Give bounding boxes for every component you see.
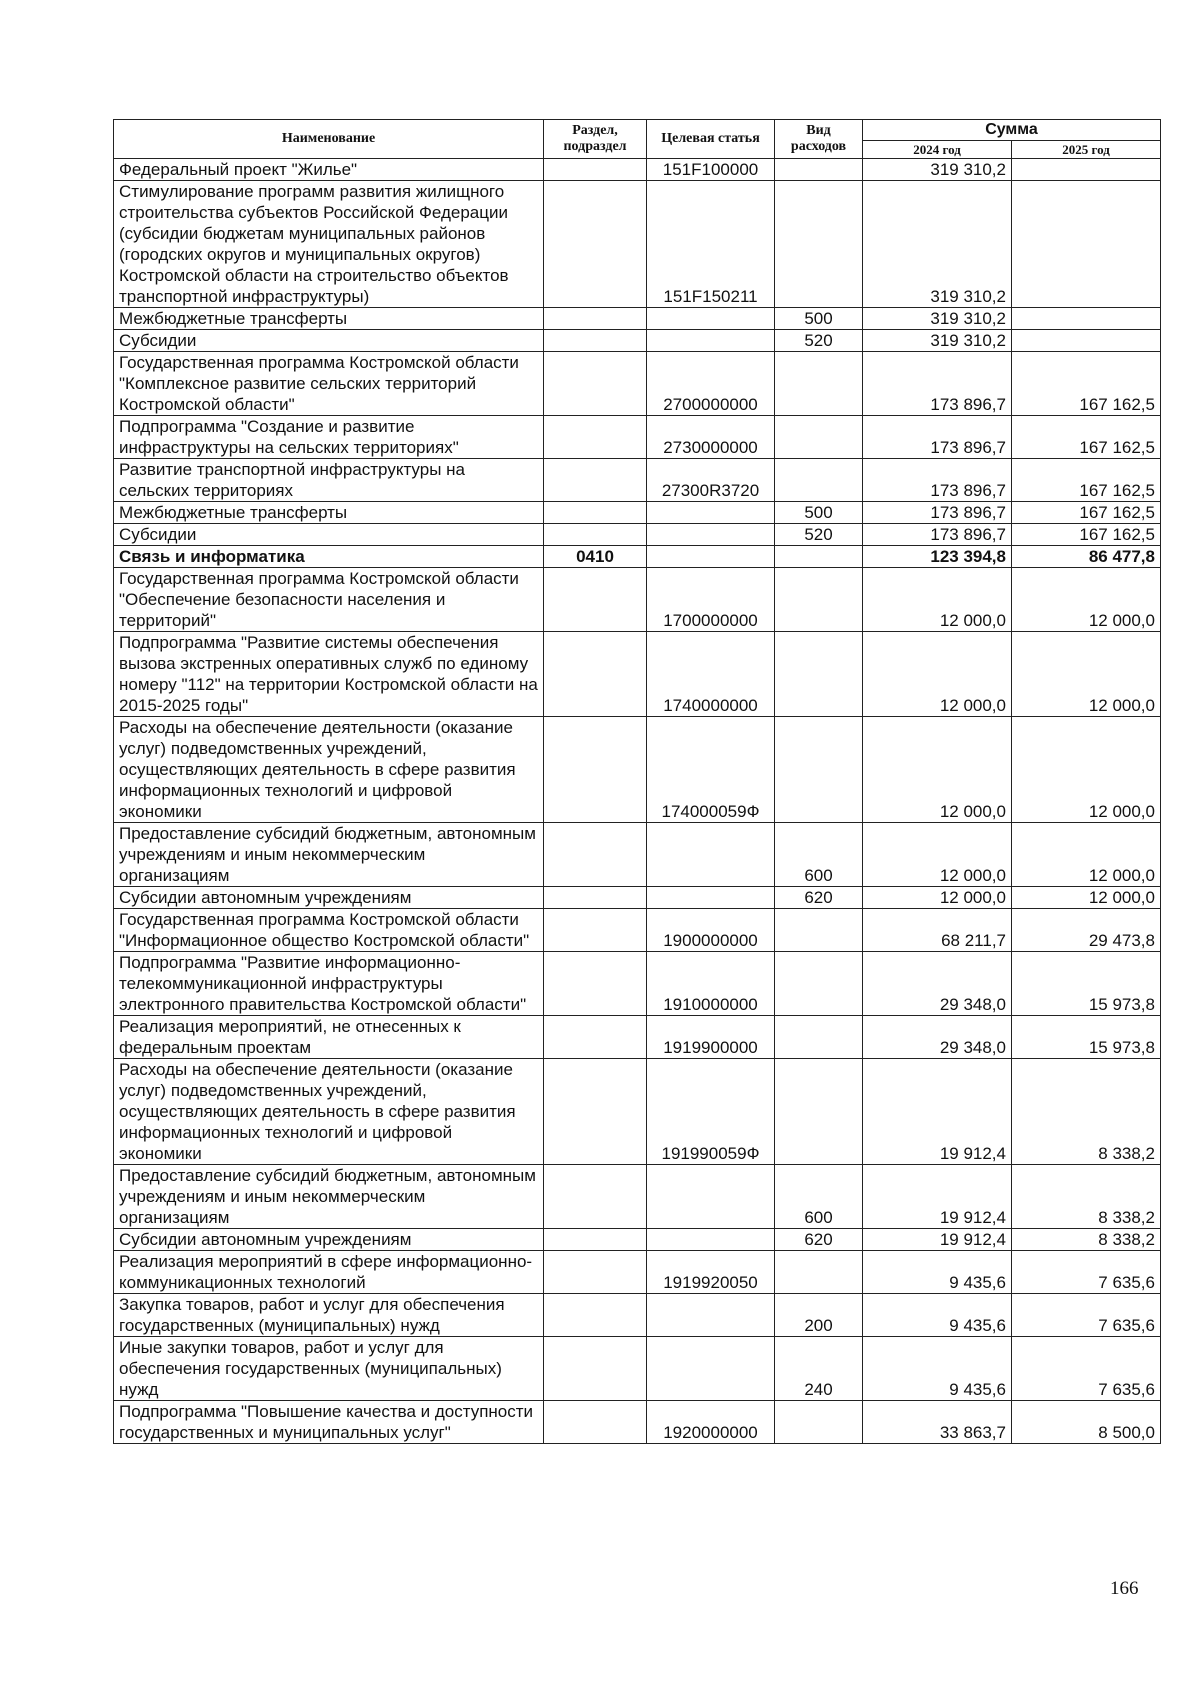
- row-sum-2025: 86 477,8: [1012, 546, 1161, 568]
- row-type: 520: [775, 330, 863, 352]
- row-section: [544, 308, 647, 330]
- row-type: 620: [775, 887, 863, 909]
- table-row: [114, 330, 1161, 352]
- row-sum-2024: 9 435,6: [863, 1251, 1012, 1294]
- row-sum-2024: 319 310,2: [863, 308, 1012, 330]
- row-target: [647, 502, 775, 524]
- table-row: [114, 308, 1161, 330]
- row-name: Государственная программа Костромской области "Комплексное развитие сельских территорий Костромской области": [114, 352, 544, 416]
- table-row: [114, 1294, 1161, 1337]
- row-name: Реализация мероприятий, не отнесенных к федеральным проектам: [114, 1016, 544, 1059]
- row-sum-2025: 12 000,0: [1012, 717, 1161, 823]
- table-row: [114, 1229, 1161, 1251]
- row-section: [544, 181, 647, 308]
- row-target: 27300R3720: [647, 459, 775, 502]
- row-target: 1919920050: [647, 1251, 775, 1294]
- row-target: 1920000000: [647, 1401, 775, 1444]
- table-row: [114, 159, 1161, 181]
- row-name: Межбюджетные трансферты: [114, 502, 544, 524]
- row-target: [647, 1294, 775, 1337]
- row-type: 200: [775, 1294, 863, 1337]
- header-year-2025: 2025 год: [1012, 141, 1161, 159]
- row-section: [544, 1294, 647, 1337]
- row-target: 151F100000: [647, 159, 775, 181]
- row-target: 2730000000: [647, 416, 775, 459]
- row-sum-2025: 12 000,0: [1012, 887, 1161, 909]
- row-target: [647, 1337, 775, 1401]
- row-sum-2024: 12 000,0: [863, 717, 1012, 823]
- row-sum-2024: 173 896,7: [863, 352, 1012, 416]
- row-type: [775, 568, 863, 632]
- row-section: [544, 1229, 647, 1251]
- row-sum-2024: 319 310,2: [863, 330, 1012, 352]
- row-target: [647, 1229, 775, 1251]
- table-row: [114, 1401, 1161, 1444]
- table-row: [114, 524, 1161, 546]
- row-target: [647, 1165, 775, 1229]
- row-type: [775, 1251, 863, 1294]
- row-name: Субсидии автономным учреждениям: [114, 887, 544, 909]
- row-sum-2024: 12 000,0: [863, 568, 1012, 632]
- row-section: [544, 1401, 647, 1444]
- table-row: [114, 1059, 1161, 1165]
- row-name: Стимулирование программ развития жилищного строительства субъектов Российской Федерации (субсидии бюджетам муниципальных районов (городских округов и муниципальных округов) Костромской области на строительство объектов транспортной инфраструктуры): [114, 181, 544, 308]
- row-name: Федеральный проект "Жилье": [114, 159, 544, 181]
- row-sum-2025: 8 500,0: [1012, 1401, 1161, 1444]
- row-name: Государственная программа Костромской области "Обеспечение безопасности населения и территорий": [114, 568, 544, 632]
- row-section: [544, 330, 647, 352]
- table-row: [114, 1165, 1161, 1229]
- row-name: Субсидии: [114, 524, 544, 546]
- row-sum-2025: 8 338,2: [1012, 1059, 1161, 1165]
- table-row: [114, 502, 1161, 524]
- row-section: [544, 352, 647, 416]
- row-sum-2024: 319 310,2: [863, 181, 1012, 308]
- row-name: Межбюджетные трансферты: [114, 308, 544, 330]
- row-name: Расходы на обеспечение деятельности (оказание услуг) подведомственных учреждений, осуществляющих деятельность в сфере развития информационных технологий и цифровой экономики: [114, 1059, 544, 1165]
- row-target: [647, 546, 775, 568]
- row-target: [647, 330, 775, 352]
- row-section: [544, 1059, 647, 1165]
- row-type: [775, 909, 863, 952]
- table-row: [114, 352, 1161, 416]
- header-name: Наименование: [114, 120, 544, 159]
- row-sum-2025: 167 162,5: [1012, 524, 1161, 546]
- row-target: 1700000000: [647, 568, 775, 632]
- table-row: [114, 546, 1161, 568]
- row-type: 600: [775, 1165, 863, 1229]
- row-sum-2025: [1012, 159, 1161, 181]
- header-type: Вид расходов: [775, 120, 863, 159]
- row-name: Подпрограмма "Развитие системы обеспечения вызова экстренных оперативных служб по единому номеру "112" на территории Костромской области на 2015-2025 годы": [114, 632, 544, 717]
- row-target: 1900000000: [647, 909, 775, 952]
- table-row: [114, 459, 1161, 502]
- row-type: [775, 1401, 863, 1444]
- row-type: 520: [775, 524, 863, 546]
- header-sum: Сумма: [863, 120, 1161, 141]
- row-section: [544, 1165, 647, 1229]
- table-row: [114, 887, 1161, 909]
- table-row: [114, 416, 1161, 459]
- row-type: [775, 181, 863, 308]
- row-name: Реализация мероприятий в сфере информационно-коммуникационных технологий: [114, 1251, 544, 1294]
- row-sum-2025: 12 000,0: [1012, 823, 1161, 887]
- row-section: [544, 568, 647, 632]
- row-type: 240: [775, 1337, 863, 1401]
- row-section: [544, 717, 647, 823]
- row-type: 500: [775, 308, 863, 330]
- row-target: 191990059Ф: [647, 1059, 775, 1165]
- row-section: [544, 1016, 647, 1059]
- row-section: [544, 1251, 647, 1294]
- table-row: [114, 1337, 1161, 1401]
- row-target: 174000059Ф: [647, 717, 775, 823]
- row-type: 620: [775, 1229, 863, 1251]
- row-sum-2025: 12 000,0: [1012, 632, 1161, 717]
- row-sum-2024: 29 348,0: [863, 952, 1012, 1016]
- row-name: Иные закупки товаров, работ и услуг для обеспечения государственных (муниципальных) нужд: [114, 1337, 544, 1401]
- row-name: Субсидии: [114, 330, 544, 352]
- header-section: Раздел, подраздел: [544, 120, 647, 159]
- budget-table: [113, 119, 1161, 1444]
- row-type: 600: [775, 823, 863, 887]
- row-type: [775, 717, 863, 823]
- header-year-2024: 2024 год: [863, 141, 1012, 159]
- row-sum-2025: [1012, 308, 1161, 330]
- row-type: [775, 952, 863, 1016]
- table-row: [114, 909, 1161, 952]
- row-name: Предоставление субсидий бюджетным, автономным учреждениям и иным некоммерческим организациям: [114, 823, 544, 887]
- row-sum-2025: 167 162,5: [1012, 416, 1161, 459]
- row-sum-2025: 7 635,6: [1012, 1337, 1161, 1401]
- row-sum-2024: 319 310,2: [863, 159, 1012, 181]
- row-target: [647, 887, 775, 909]
- row-name: Субсидии автономным учреждениям: [114, 1229, 544, 1251]
- row-sum-2025: 29 473,8: [1012, 909, 1161, 952]
- row-section: [544, 524, 647, 546]
- row-section: [544, 416, 647, 459]
- row-sum-2025: 8 338,2: [1012, 1165, 1161, 1229]
- row-section: [544, 632, 647, 717]
- header-target: Целевая статья: [647, 120, 775, 159]
- row-sum-2024: 123 394,8: [863, 546, 1012, 568]
- row-target: 1910000000: [647, 952, 775, 1016]
- row-section: [544, 909, 647, 952]
- row-section: [544, 952, 647, 1016]
- row-section: [544, 459, 647, 502]
- row-sum-2025: 167 162,5: [1012, 352, 1161, 416]
- table-row: [114, 568, 1161, 632]
- row-name: Подпрограмма "Повышение качества и доступности государственных и муниципальных услуг": [114, 1401, 544, 1444]
- row-sum-2024: 173 896,7: [863, 459, 1012, 502]
- row-sum-2025: 8 338,2: [1012, 1229, 1161, 1251]
- row-name: Развитие транспортной инфраструктуры на сельских территориях: [114, 459, 544, 502]
- row-sum-2024: 9 435,6: [863, 1294, 1012, 1337]
- table-row: [114, 1251, 1161, 1294]
- row-section: 0410: [544, 546, 647, 568]
- row-name: Предоставление субсидий бюджетным, автономным учреждениям и иным некоммерческим организациям: [114, 1165, 544, 1229]
- row-sum-2025: 7 635,6: [1012, 1294, 1161, 1337]
- row-sum-2024: 19 912,4: [863, 1165, 1012, 1229]
- row-sum-2025: 7 635,6: [1012, 1251, 1161, 1294]
- row-target: [647, 524, 775, 546]
- row-sum-2025: 12 000,0: [1012, 568, 1161, 632]
- row-sum-2024: 12 000,0: [863, 887, 1012, 909]
- row-sum-2025: 15 973,8: [1012, 952, 1161, 1016]
- table-row: [114, 632, 1161, 717]
- row-sum-2024: 12 000,0: [863, 632, 1012, 717]
- row-section: [544, 1337, 647, 1401]
- row-type: [775, 632, 863, 717]
- row-name: Подпрограмма "Развитие информационно-телекоммуникационной инфраструктуры электронного правительства Костромской области": [114, 952, 544, 1016]
- row-sum-2025: 167 162,5: [1012, 502, 1161, 524]
- row-name: Государственная программа Костромской области "Информационное общество Костромской области": [114, 909, 544, 952]
- row-target: [647, 308, 775, 330]
- row-section: [544, 823, 647, 887]
- row-section: [544, 159, 647, 181]
- table-row: [114, 181, 1161, 308]
- row-name: Подпрограмма "Создание и развитие инфраструктуры на сельских территориях": [114, 416, 544, 459]
- row-sum-2024: 9 435,6: [863, 1337, 1012, 1401]
- row-sum-2024: 173 896,7: [863, 502, 1012, 524]
- row-name: Закупка товаров, работ и услуг для обеспечения государственных (муниципальных) нужд: [114, 1294, 544, 1337]
- row-sum-2024: 12 000,0: [863, 823, 1012, 887]
- row-target: 151F150211: [647, 181, 775, 308]
- row-section: [544, 502, 647, 524]
- row-type: [775, 1059, 863, 1165]
- row-sum-2025: [1012, 181, 1161, 308]
- table-row: [114, 1016, 1161, 1059]
- row-target: [647, 823, 775, 887]
- row-name: Расходы на обеспечение деятельности (оказание услуг) подведомственных учреждений, осуществляющих деятельность в сфере развития информационных технологий и цифровой экономики: [114, 717, 544, 823]
- row-type: [775, 352, 863, 416]
- row-type: [775, 416, 863, 459]
- row-type: [775, 1016, 863, 1059]
- row-sum-2024: 19 912,4: [863, 1229, 1012, 1251]
- row-sum-2024: 68 211,7: [863, 909, 1012, 952]
- table-body: [114, 159, 1161, 1444]
- row-sum-2024: 19 912,4: [863, 1059, 1012, 1165]
- table-row: [114, 823, 1161, 887]
- row-sum-2025: [1012, 330, 1161, 352]
- page-number: 166: [1110, 1578, 1139, 1599]
- table-row: [114, 717, 1161, 823]
- row-name: Связь и информатика: [114, 546, 544, 568]
- row-type: [775, 159, 863, 181]
- row-sum-2024: 29 348,0: [863, 1016, 1012, 1059]
- row-sum-2025: 15 973,8: [1012, 1016, 1161, 1059]
- row-sum-2025: 167 162,5: [1012, 459, 1161, 502]
- row-target: 2700000000: [647, 352, 775, 416]
- table-header: [114, 120, 1161, 159]
- row-target: 1740000000: [647, 632, 775, 717]
- row-target: 1919900000: [647, 1016, 775, 1059]
- row-type: 500: [775, 502, 863, 524]
- row-sum-2024: 33 863,7: [863, 1401, 1012, 1444]
- row-type: [775, 459, 863, 502]
- row-section: [544, 887, 647, 909]
- row-sum-2024: 173 896,7: [863, 416, 1012, 459]
- row-sum-2024: 173 896,7: [863, 524, 1012, 546]
- table-row: [114, 952, 1161, 1016]
- row-type: [775, 546, 863, 568]
